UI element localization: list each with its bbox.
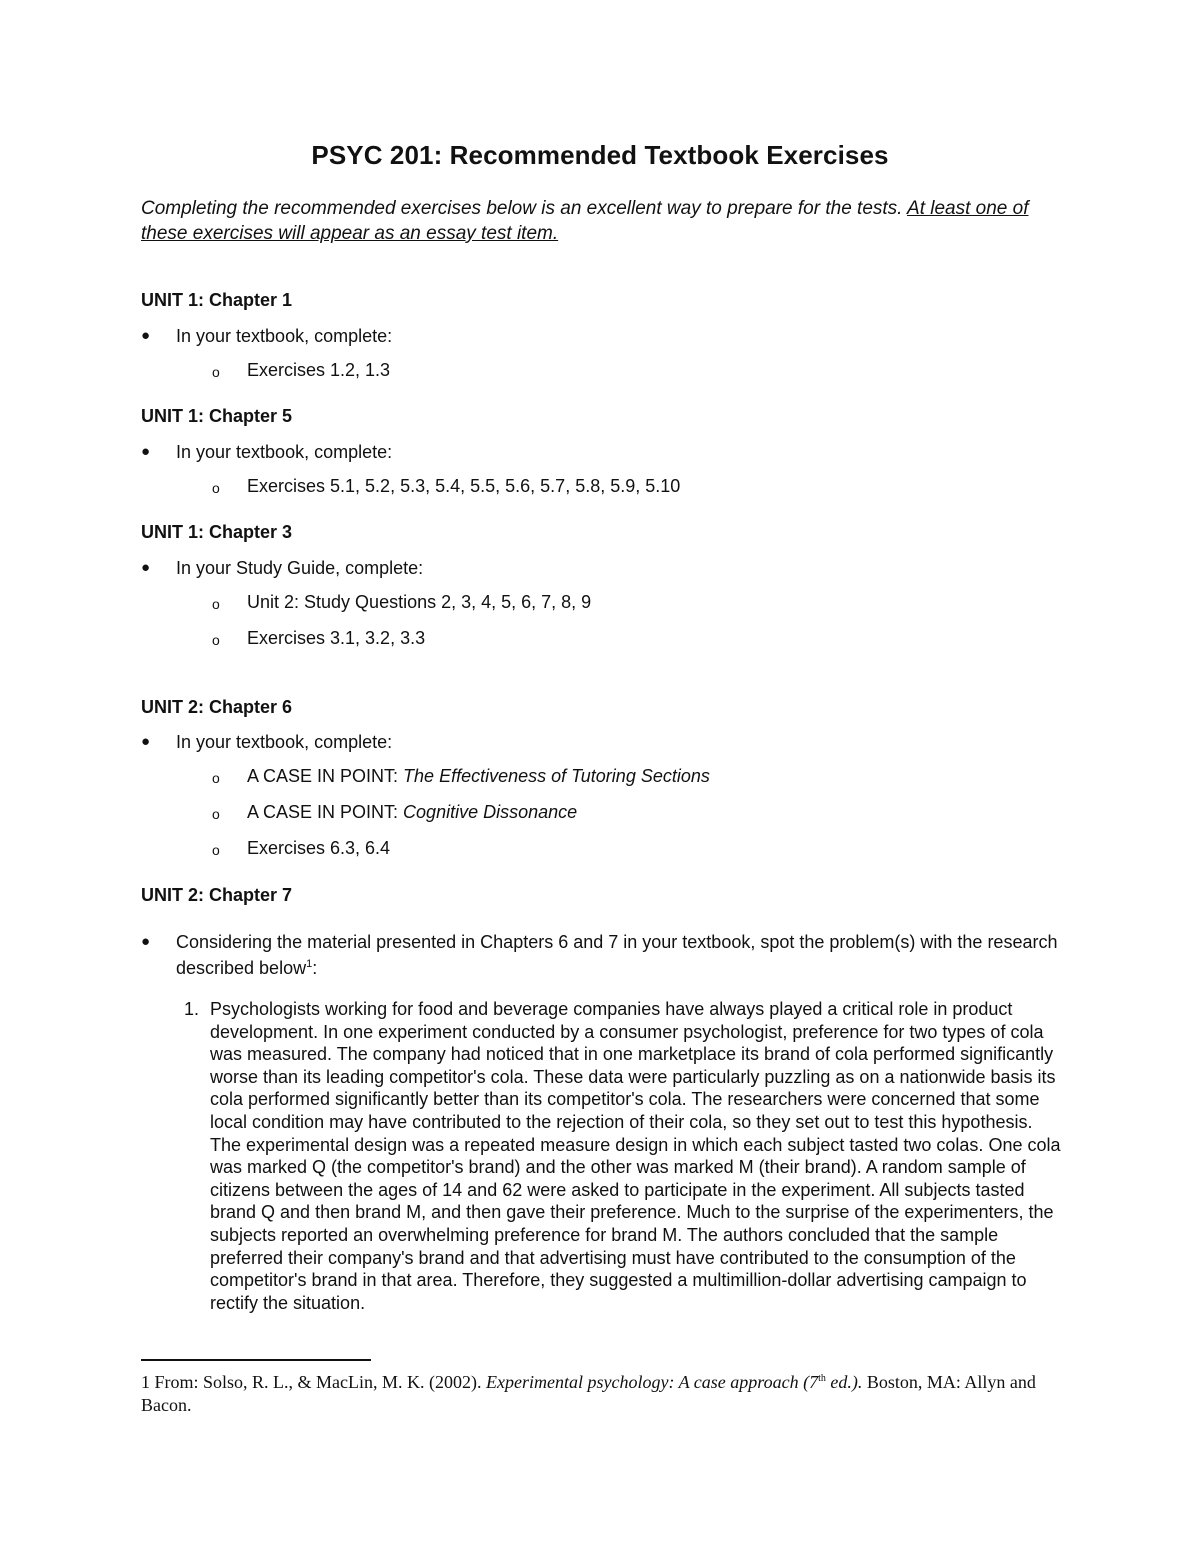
section-heading-unit1-ch1: UNIT 1: Chapter 1 [141, 290, 293, 310]
sub-bullet-icon: o [212, 770, 220, 786]
bullet-text: In your textbook, complete: [176, 442, 393, 462]
footnote [141, 1367, 1061, 1417]
intro-underlined-text: At least one of these exercises will appear as an essay test item. [141, 198, 1029, 244]
footnote-ref: 1 [306, 958, 313, 970]
intro-paragraph [141, 196, 1061, 246]
case-title: The Effectiveness of Tutoring Sections [403, 766, 710, 786]
research-scenario-text: Psychologists working for food and beverage companies have always played a critical role in product development. In one experiment conducted by a consumer psychologist, preference for two types of cola was measured. The company had noticed that in one marketplace its brand of cola performed significantly worse than its leading competitor's cola. These data were particularly puzzling as on a nationwide basis its cola performed significantly better than its competitor's cola. The researchers were concerned that some local condition may have contributed to the rejection of their cola, so they set out to test this hypothesis. The experimental design was a repeated measure design in which each subject tasted two colas. One cola was marked Q (the competitor's brand) and the other was marked M (their brand). A random sample of citizens between the ages of 14 and 62 were asked to participate in the experiment. All subjects tasted brand Q and then brand M, and then gave their preference. Much to the surprise of the experimenters, the subjects reported an overwhelming preference for brand M. The authors concluded that the sample preferred their company's brand and that advertising must have contributed to the consumption of the competitor's brand in that area. Therefore, they suggested a multimillion-dollar advertising campaign to rectify the situation. [210, 999, 1061, 1313]
footnote-edition-tail: ed.). [825, 1372, 863, 1392]
sub-item-text: Unit 2: Study Questions 2, 3, 4, 5, 6, 7, 8, 9 [247, 592, 592, 612]
sub-item-text [247, 801, 577, 823]
sub-bullet-icon: o [212, 364, 220, 380]
bullet-text-tail: : [312, 958, 318, 978]
sub-item-text [247, 765, 710, 787]
footnote-tail: Boston, MA: Allyn and Bacon. [141, 1372, 1036, 1415]
sub-item-text: Exercises 5.1, 5.2, 5.3, 5.4, 5.5, 5.6, 5.7, 5.8, 5.9, 5.10 [247, 476, 681, 496]
sub-bullet-icon: o [212, 806, 220, 822]
bullet-icon: ● [141, 733, 151, 750]
bullet-icon: ● [141, 443, 151, 460]
bullet-text: In your textbook, complete: [176, 326, 393, 346]
footnote-lead: 1 From: Solso, R. L., & MacLin, M. K. (2002). [141, 1372, 486, 1392]
numbered-item [184, 998, 1064, 1314]
sub-item-text: Exercises 6.3, 6.4 [247, 838, 391, 858]
bullet-text [176, 931, 1061, 979]
section-heading-unit1-ch3: UNIT 1: Chapter 3 [141, 522, 293, 542]
section-heading-unit1-ch5: UNIT 1: Chapter 5 [141, 406, 293, 426]
section-heading-unit2-ch6: UNIT 2: Chapter 6 [141, 697, 293, 717]
footnote-book-title: Experimental psychology: A case approach (7 [486, 1372, 819, 1392]
sub-bullet-icon: o [212, 596, 220, 612]
item-number: 1. [184, 999, 200, 1019]
bullet-text-body: Considering the material presented in Chapters 6 and 7 in your textbook, spot the problem(s) with the research described below [176, 932, 1058, 978]
case-title: Cognitive Dissonance [403, 802, 578, 822]
sub-bullet-icon: o [212, 480, 220, 496]
page-title: PSYC 201: Recommended Textbook Exercises [311, 140, 889, 170]
section-heading-unit2-ch7: UNIT 2: Chapter 7 [141, 885, 293, 905]
bullet-item [141, 931, 1061, 979]
bullet-icon: ● [141, 559, 151, 576]
sub-item-text: Exercises 3.1, 3.2, 3.3 [247, 628, 426, 648]
sub-bullet-icon: o [212, 632, 220, 648]
sub-bullet-icon: o [212, 842, 220, 858]
case-label: A CASE IN POINT: [247, 802, 404, 822]
bullet-icon: ● [141, 327, 151, 344]
footnote-separator [141, 1359, 371, 1361]
bullet-icon: ● [141, 933, 151, 950]
footnote-edition-sup: th [818, 1373, 826, 1384]
sub-item-text: Exercises 1.2, 1.3 [247, 360, 391, 380]
intro-text: Completing the recommended exercises below is an excellent way to prepare for the tests. [141, 198, 908, 219]
bullet-text: In your textbook, complete: [176, 732, 393, 752]
bullet-text: In your Study Guide, complete: [176, 558, 424, 578]
case-label: A CASE IN POINT: [247, 766, 404, 786]
